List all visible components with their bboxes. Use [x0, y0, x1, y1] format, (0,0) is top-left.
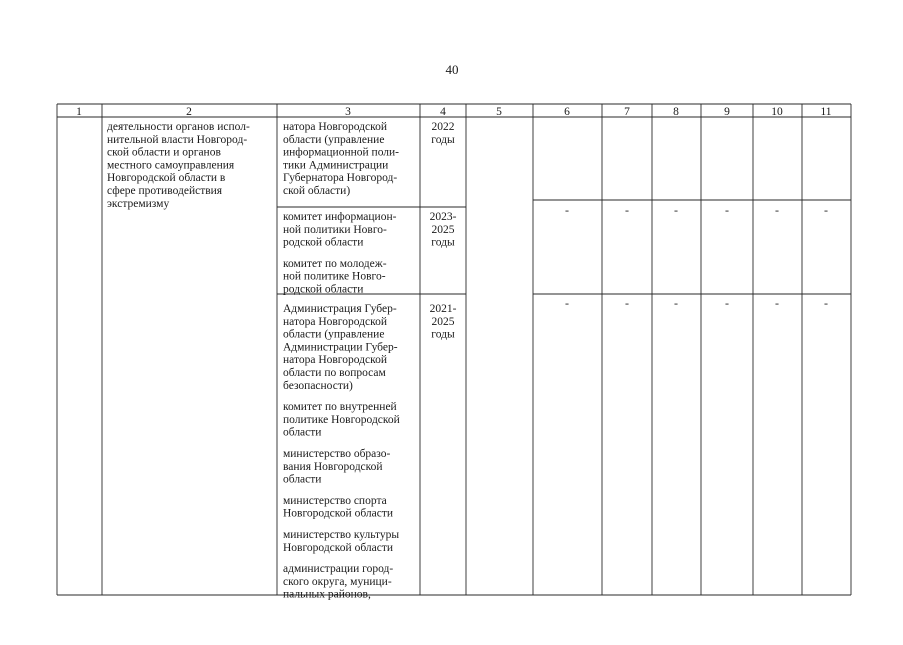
header-cell-11: 11	[820, 106, 832, 118]
page-number: 40	[445, 62, 459, 77]
executor-line: информационной поли-	[283, 146, 400, 159]
period-line: 2025	[431, 223, 455, 236]
executor-line: области (управление	[283, 133, 385, 146]
measure-description-line: нительной власти Новгород-	[107, 133, 248, 146]
funding-value-cell: -	[824, 296, 828, 310]
header-cell-9: 9	[724, 106, 730, 118]
executor-line: Администрация Губер-	[283, 303, 397, 315]
header-cell-4: 4	[440, 106, 446, 118]
period-line: годы	[431, 133, 455, 146]
table-header-row	[76, 106, 832, 118]
header-cell-3: 3	[345, 106, 351, 118]
executor-line: натора Новгородской	[283, 315, 388, 328]
funding-value-cell: -	[725, 296, 729, 310]
header-cell-1: 1	[76, 106, 82, 118]
executor-line: безопасности)	[283, 379, 353, 392]
executor-line: области	[283, 426, 322, 439]
measure-description-line: Новгородской области в	[107, 172, 226, 185]
executor-line: министерство образо-	[283, 448, 391, 460]
header-cell-6: 6	[564, 106, 570, 118]
executor-line: Новгородской области	[283, 541, 394, 554]
period-line: 2025	[431, 315, 455, 328]
executor-line: области (управление	[283, 328, 385, 341]
measure-description-line: деятельности органов испол-	[107, 121, 250, 133]
executor-line: пальных районов,	[283, 588, 371, 601]
executor-line: натора Новгородской	[283, 121, 388, 133]
measure-description-line: местного самоуправления	[107, 159, 235, 172]
executor-line: политике Новгородской	[283, 413, 400, 426]
executor-line: комитет по внутренней	[283, 401, 397, 414]
executor-line: министерство спорта	[283, 494, 387, 507]
funding-value-cell: -	[775, 203, 779, 217]
header-cell-5: 5	[496, 106, 502, 118]
executor-line: Новгородской области	[283, 507, 394, 520]
period-line: 2022	[431, 121, 455, 133]
executor-line: администрации город-	[283, 563, 394, 576]
executor-line: области	[283, 473, 322, 486]
executor-line: комитет информацион-	[283, 211, 397, 223]
period-line: годы	[431, 328, 455, 341]
executor-line: комитет по молодеж-	[283, 257, 387, 270]
executor-line: ского округа, муници-	[283, 575, 392, 588]
table-body	[283, 121, 828, 601]
funding-value-cell: -	[725, 203, 729, 217]
executor-line: ной политики Новго-	[283, 223, 387, 236]
measure-description-cell	[107, 121, 250, 210]
executor-line: ской области)	[283, 185, 351, 197]
header-cell-2: 2	[186, 106, 192, 118]
measure-description-line: экстремизму	[107, 197, 170, 210]
executor-line: ной политике Новго-	[283, 270, 386, 283]
funding-value-cell: -	[674, 203, 678, 217]
header-cell-8: 8	[673, 106, 679, 118]
executor-line: вания Новгородской	[283, 460, 383, 473]
period-line: годы	[431, 236, 455, 249]
funding-value-cell: -	[775, 296, 779, 310]
table-row-group	[283, 296, 828, 601]
header-cell-7: 7	[624, 106, 630, 118]
measure-description-line: ской области и органов	[107, 146, 221, 159]
table-row-group	[283, 121, 455, 197]
executor-line: министерство культуры	[283, 529, 400, 541]
measure-description-line: сфере противодействия	[107, 185, 223, 197]
funding-value-cell: -	[674, 296, 678, 310]
table-row-group	[283, 203, 828, 296]
executor-line: родской области	[283, 236, 364, 249]
period-line: 2023-	[429, 211, 457, 223]
executor-line: Администрации Губер-	[283, 341, 398, 354]
funding-value-cell: -	[625, 296, 629, 310]
funding-value-cell: -	[625, 203, 629, 217]
funding-value-cell: -	[565, 203, 569, 217]
executor-line: Губернатора Новгород-	[283, 172, 398, 185]
header-cell-10: 10	[771, 106, 783, 118]
funding-value-cell: -	[565, 296, 569, 310]
executor-line: натора Новгородской	[283, 354, 388, 367]
period-line: 2021-	[429, 303, 457, 315]
executor-line: родской области	[283, 283, 364, 296]
executor-line: области по вопросам	[283, 367, 386, 379]
executor-line: тики Администрации	[283, 159, 389, 172]
funding-value-cell: -	[824, 203, 828, 217]
